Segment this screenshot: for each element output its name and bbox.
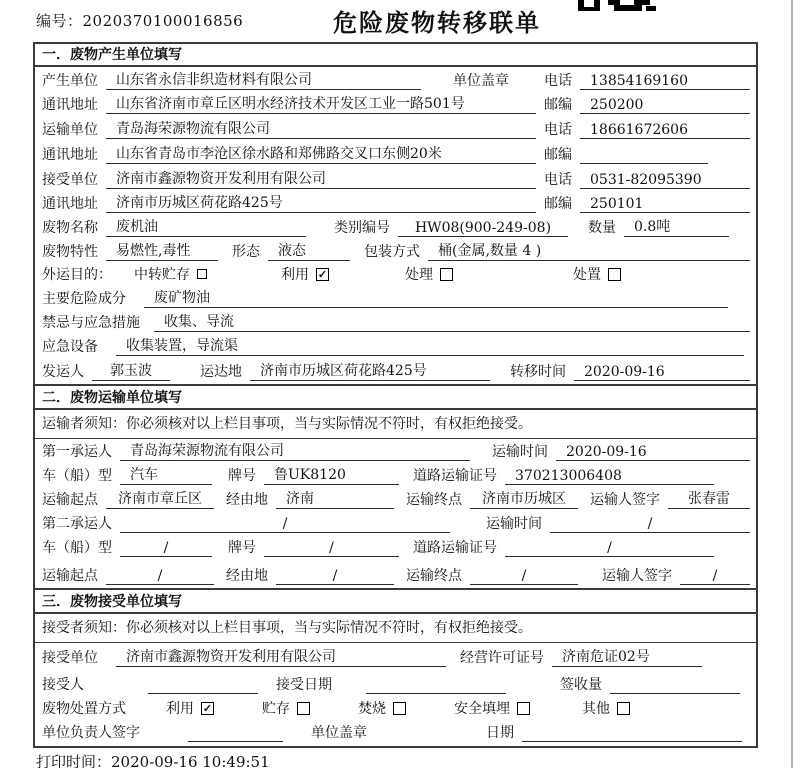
- receive-unit-s3-field: 济南市鑫源物资开发利用有限公司: [116, 646, 446, 667]
- transport-zip-label: 邮编: [544, 147, 572, 163]
- receive-unit-s3-label: 接受单位: [42, 650, 98, 666]
- transport-zip-field: [580, 147, 708, 164]
- receive-address-field: 济南市历城区荷花路425号: [106, 192, 536, 213]
- disposal-landfill-label: 安全填埋: [454, 701, 510, 717]
- disposal-option-storage: [262, 698, 310, 718]
- dispatcher-field: 郭玉波: [92, 360, 170, 381]
- license-field: 济南危证02号: [552, 646, 702, 667]
- row-first-carrier: [35, 439, 756, 464]
- waste-form-label: 形态: [232, 244, 260, 260]
- qr-code-fragment-icon: [578, 0, 658, 11]
- row-vehicle-2: [35, 536, 756, 560]
- disposal-option-landfill: [454, 698, 530, 718]
- row-disposal-method: [35, 697, 756, 721]
- producer-value-field: 山东省永信非织造材料有限公司: [106, 69, 421, 90]
- dispose-checkbox: [608, 268, 621, 281]
- receive-date-field: [366, 677, 506, 694]
- producer-address-label: 通讯地址: [42, 97, 98, 113]
- disposal-utilize-checkmark: ✓: [202, 701, 213, 715]
- dispatcher-label: 发运人: [42, 364, 84, 380]
- section2-header: [35, 384, 756, 410]
- row-transport-unit: [35, 117, 756, 142]
- disposal-storage-checkbox: [297, 702, 310, 715]
- section2-title: 二．废物运输单位填写: [42, 389, 182, 406]
- plate-2-field: /: [264, 540, 399, 557]
- destination-field: 济南市历城区荷花路425号: [250, 360, 490, 381]
- transport-phone-field: 18661672606: [580, 122, 750, 139]
- road-permit-2-label: 道路运输证号: [413, 540, 497, 556]
- waste-code-label: 类别编号: [334, 220, 390, 236]
- doc-number: [36, 10, 243, 31]
- disposal-utilize-checkbox: [201, 702, 214, 715]
- utilize-checkmark: ✓: [317, 267, 328, 281]
- disposal-method-label: 废物处置方式: [42, 701, 126, 717]
- date-label: 日期: [486, 725, 514, 741]
- receive-unit-label: 接受单位: [42, 172, 98, 188]
- route-via-field: 济南: [276, 488, 394, 509]
- transport-address-field: 山东省青岛市李沧区徐水路和郑佛路交叉口东侧20米: [106, 143, 536, 164]
- purpose-option-dispose-label: 处置: [573, 267, 601, 283]
- page-title: 危险废物转移联单: [333, 8, 541, 37]
- transfer-time-field: 2020-09-16: [574, 364, 750, 381]
- transfer-storage-checkbox: [197, 269, 207, 279]
- waste-traits-label: 废物特性: [42, 244, 98, 260]
- row-route-1: [35, 488, 756, 512]
- disposal-option-utilize: [166, 698, 214, 718]
- route-via-2-label: 经由地: [226, 568, 268, 584]
- route-via-label: 经由地: [226, 492, 268, 508]
- row-second-carrier: [35, 512, 756, 536]
- plate-field: 鲁UK8120: [264, 464, 399, 485]
- disposal-storage-label: 贮存: [262, 701, 290, 717]
- transport-unit-label: 运输单位: [42, 122, 98, 138]
- disposal-landfill-checkbox: [517, 702, 530, 715]
- unit-signature-label: 单位负责人签字: [42, 725, 140, 741]
- section1-header: [35, 44, 756, 67]
- disposal-other-checkbox: [617, 702, 630, 715]
- print-time: [36, 751, 270, 768]
- transporter-sign-label: 运输人签字: [590, 492, 660, 508]
- waste-qty-label: 数量: [588, 220, 616, 236]
- receive-address-label: 通讯地址: [42, 196, 98, 212]
- waste-form-field: 液态: [268, 240, 350, 261]
- transport-time-label: 运输时间: [492, 444, 548, 460]
- page-edge-divider: [791, 0, 793, 768]
- producer-address-field: 山东省济南市章丘区明水经济技术开发区工业一路501号: [106, 93, 536, 114]
- unit-seal-label: 单位盖章: [453, 73, 509, 89]
- transporter-notice-text: 运输者须知：你必须核对以上栏目事项，当与实际情况不符时，有权拒绝接受。: [42, 415, 532, 432]
- route-start-field: 济南市章丘区: [106, 488, 214, 509]
- row-emergency-equipment: [35, 335, 756, 359]
- disposal-utilize-label: 利用: [166, 701, 194, 717]
- second-carrier-field: /: [120, 516, 450, 533]
- second-carrier-label: 第二承运人: [42, 516, 112, 532]
- license-label: 经营许可证号: [460, 650, 544, 666]
- waste-name-label: 废物名称: [42, 220, 98, 236]
- transport-time-2-field: /: [550, 516, 750, 533]
- plate-2-label: 牌号: [228, 540, 256, 556]
- vehicle-type-2-label: 车（船）型: [42, 540, 112, 556]
- row-receiver-person: [35, 670, 756, 697]
- row-dispatch: [35, 359, 756, 384]
- receive-zip-field: 250101: [580, 196, 750, 213]
- row-outbound-purpose: [35, 264, 756, 287]
- purpose-option-transfer-storage-label: 中转贮存: [134, 267, 190, 283]
- row-producer-address: [35, 93, 756, 117]
- signed-amount-field: [610, 677, 740, 694]
- row-waste-name: [35, 216, 756, 240]
- form-table: [33, 42, 758, 748]
- disposal-option-incinerate: [358, 698, 406, 718]
- route-end-label: 运输终点: [406, 492, 462, 508]
- road-permit-label: 道路运输证号: [413, 468, 497, 484]
- receive-date-label: 接受日期: [276, 677, 332, 693]
- producer-zip-label: 邮编: [544, 97, 572, 113]
- row-transporter-notice: [35, 410, 756, 439]
- disposal-option-other: [582, 698, 630, 718]
- producer-zip-field: 250200: [580, 97, 750, 114]
- purpose-option-dispose: [573, 264, 621, 284]
- transport-time-2-label: 运输时间: [486, 516, 542, 532]
- transport-time-field: 2020-09-16: [556, 444, 750, 461]
- waste-traits-field: 易燃性,毒性: [106, 240, 218, 261]
- print-time-label: 打印时间：: [36, 753, 112, 768]
- transporter-sign-2-field: /: [680, 568, 750, 585]
- row-waste-traits: [35, 240, 756, 264]
- print-time-value: 2020-09-16 10:49:51: [111, 753, 270, 768]
- receive-phone-label: 电话: [544, 172, 572, 188]
- producer-label: 产生单位: [42, 73, 98, 89]
- destination-label: 运达地: [200, 364, 242, 380]
- emergency-equipment-field: 收集装置，导流渠: [116, 335, 744, 356]
- route-start-2-field: /: [106, 568, 214, 585]
- row-producer: [35, 67, 756, 93]
- transport-address-label: 通讯地址: [42, 147, 98, 163]
- purpose-option-treat-label: 处理: [405, 267, 433, 283]
- purpose-option-utilize: [281, 264, 329, 284]
- purpose-option-utilize-label: 利用: [281, 267, 309, 283]
- section1-title: 一．废物产生单位填写: [42, 47, 182, 63]
- route-start-2-label: 运输起点: [42, 568, 98, 584]
- receive-zip-label: 邮编: [544, 196, 572, 212]
- row-vehicle-1: [35, 464, 756, 488]
- emergency-equipment-label: 应急设备: [42, 339, 98, 355]
- producer-phone-field: 13854169160: [580, 73, 750, 90]
- unit-signature-field: [188, 725, 283, 742]
- doc-number-label: 编号：: [36, 12, 83, 30]
- treat-checkbox: [440, 268, 453, 281]
- route-end-field: 济南市历城区: [470, 488, 578, 509]
- disposal-other-label: 其他: [582, 701, 610, 717]
- taboo-measures-label: 禁忌与应急措施: [42, 315, 140, 331]
- receive-unit-field: 济南市鑫源物资开发利用有限公司: [106, 168, 536, 189]
- receiver-person-field: [148, 677, 258, 694]
- first-carrier-label: 第一承运人: [42, 444, 112, 460]
- transport-unit-field: 青岛海荣源物流有限公司: [106, 118, 536, 139]
- row-receive-unit-s3: [35, 643, 756, 670]
- purpose-option-transfer-storage: [134, 264, 207, 284]
- first-carrier-field: 青岛海荣源物流有限公司: [120, 440, 470, 461]
- section3-header: [35, 588, 756, 614]
- route-start-label: 运输起点: [42, 492, 98, 508]
- road-permit-field: 370213006408: [505, 468, 714, 485]
- waste-qty-field: 0.8吨: [624, 216, 729, 237]
- receive-phone-field: 0531-82095390: [580, 172, 750, 189]
- transporter-sign-2-label: 运输人签字: [602, 568, 672, 584]
- transport-phone-label: 电话: [544, 122, 572, 138]
- date-field: [522, 725, 742, 742]
- vehicle-type-field: 汽车: [120, 464, 212, 485]
- taboo-measures-field: 收集、导流: [154, 311, 750, 332]
- row-main-hazard: [35, 287, 756, 311]
- unit-seal-s3-label: 单位盖章: [311, 725, 367, 741]
- row-receive-address: [35, 192, 756, 216]
- receiver-person-label: 接受人: [42, 677, 84, 693]
- main-hazard-label: 主要危险成分: [42, 291, 126, 307]
- route-end-2-field: /: [470, 568, 578, 585]
- row-receive-unit: [35, 167, 756, 192]
- row-transport-address: [35, 142, 756, 167]
- signed-amount-label: 签收量: [560, 677, 602, 693]
- route-via-2-field: /: [276, 568, 394, 585]
- packaging-field: 桶(金属,数量 4 ): [428, 240, 750, 261]
- vehicle-type-label: 车（船）型: [42, 468, 112, 484]
- utilize-checkbox: [316, 268, 329, 281]
- waste-code-field: HW08(900-249-08): [398, 220, 568, 237]
- purpose-option-treat: [405, 264, 453, 284]
- row-receiver-notice: [35, 614, 756, 643]
- section3-title: 三．废物接受单位填写: [42, 593, 182, 610]
- route-end-2-label: 运输终点: [406, 568, 462, 584]
- road-permit-2-field: /: [505, 540, 714, 557]
- transporter-sign-field: 张春雷: [668, 488, 750, 509]
- row-taboo-measures: [35, 311, 756, 335]
- purpose-label: 外运目的：: [42, 267, 112, 283]
- producer-phone-label: 电话: [544, 73, 572, 89]
- packaging-label: 包装方式: [364, 244, 420, 260]
- disposal-incinerate-label: 焚烧: [358, 701, 386, 717]
- transfer-time-label: 转移时间: [510, 364, 566, 380]
- row-route-2: [35, 560, 756, 588]
- vehicle-type-2-field: /: [120, 540, 212, 557]
- doc-number-value: 2020370100016856: [82, 12, 244, 30]
- receiver-notice-text: 接受者须知：你必须核对以上栏目事项，当与实际情况不符时，有权拒绝接受。: [42, 619, 532, 636]
- waste-name-field: 废机油: [106, 216, 306, 237]
- disposal-incinerate-checkbox: [393, 702, 406, 715]
- main-hazard-field: 废矿物油: [144, 287, 728, 308]
- row-unit-signature: [35, 721, 756, 745]
- plate-label: 牌号: [228, 468, 256, 484]
